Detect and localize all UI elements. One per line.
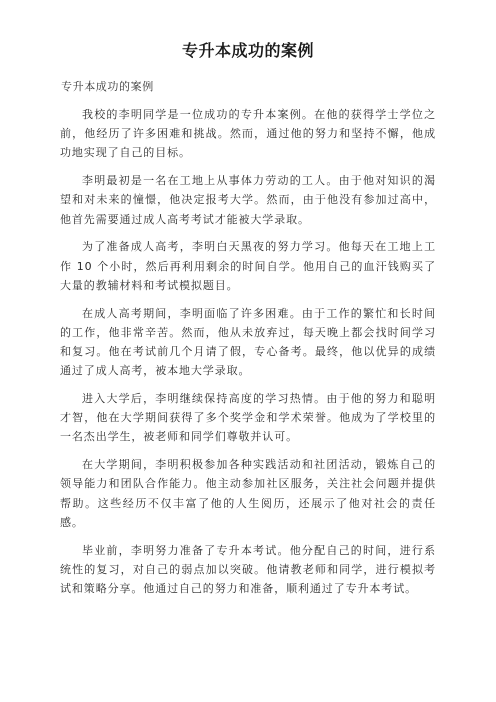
paragraph: 我校的李明同学是一位成功的专升本案例。在他的获得学士学位之前，他经历了许多困难和挑战。然而，通过他的努力和坚持不懈，他成功地实现了自己的目标。 <box>60 108 436 160</box>
paragraph: 进入大学后，李明继续保持高度的学习热情。由于他的努力和聪明才智，他在大学期间获得了多个奖学金和学术荣誉。他成为了学校里的一名杰出学生，被老师和同学们尊敬并认可。 <box>60 392 436 444</box>
document-title: 专升本成功的案例 <box>181 41 314 60</box>
paragraph: 为了准备成人高考，李明白天黑夜的努力学习。他每天在工地上工作 10 个小时，然后再利用剩余的时间自学。他用自己的血汗钱购买了大量的教辅材料和考试模拟题目。 <box>60 240 436 292</box>
paragraph: 李明最初是一名在工地上从事体力劳动的工人。由于他对知识的渴望和对未来的憧憬，他决定报考大学。然而，由于他没有参加过高中，他首先需要通过成人高考考试才能被大学录取。 <box>60 174 436 226</box>
paragraph: 毕业前，李明努力准备了专升本考试。他分配自己的时间，进行系统性的复习，对自己的弱点加以突破。他请教老师和同学，进行模拟考试和策略分享。他通过自己的努力和准备，顺利通过了专升本考试。 <box>60 543 436 596</box>
document-subtitle: 专升本成功的案例 <box>61 80 154 93</box>
document-body <box>60 105 436 607</box>
paragraph: 在成人高考期间，李明面临了许多困难。由于工作的繁忙和长时间的工作，他非常辛苦。然而，他从未放弃过，每天晚上都会找时间学习和复习。他在考试前几个月请了假，专心备考。最终，他以优异的成绩通过了成人高考，被本地大学录取。 <box>60 306 436 378</box>
paragraph: 在大学期间，李明积极参加各种实践活动和社团活动，锻炼自己的领导能力和团队合作能力。他主动参加社区服务，关注社会问题并提供帮助。这些经历不仅丰富了他的人生阅历，还展示了他对社会的责任感。 <box>60 458 436 529</box>
